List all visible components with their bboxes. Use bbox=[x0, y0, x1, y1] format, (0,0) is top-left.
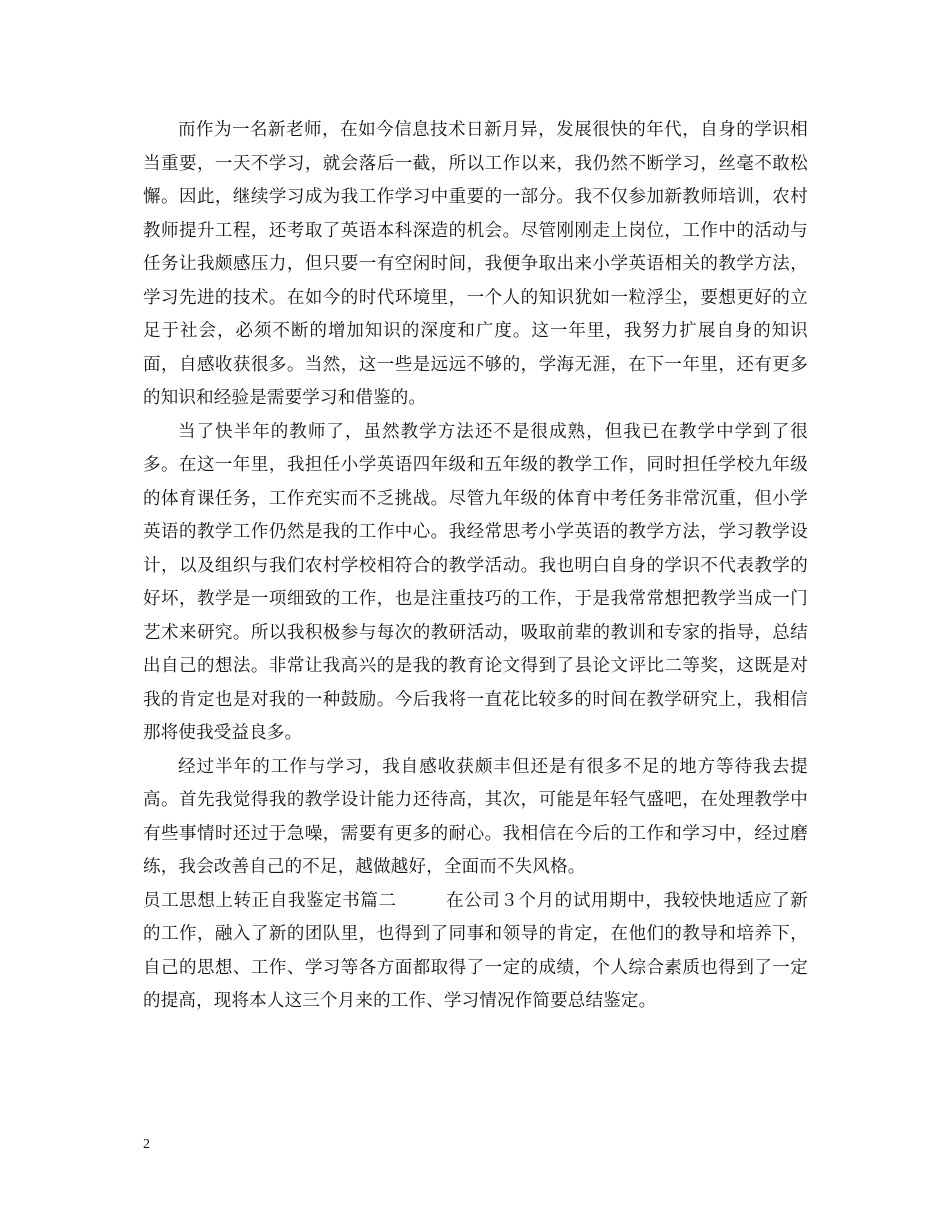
paragraph-self-reflection: 经过半年的工作与学习，我自感收获颇丰但还是有很多不足的地方等待我去提高。首先我觉得我的教学设计能力还待高，其次，可能是年轻气盛吧，在处理教学中有些事情时还过于急噪，需要有更多的耐心。我相信在今后的工作和学习中，经过磨练，我会改善自己的不足，越做越好，全面而不失风格。 bbox=[143, 756, 808, 877]
section-heading: 员工思想上转正自我鉴定书篇二 bbox=[143, 890, 397, 911]
paragraph-continuing-study: 而作为一名新老师，在如今信息技术日新月异，发展很快的年代，自身的学识相当重要，一天不学习，就会落后一截，所以工作以来，我仍然不断学习，丝毫不敢松懈。因此，继续学习成为我工作学习中重要的一部分。我不仅参加新教师培训，农村教师提升工程，还考取了英语本科深造的机会。尽管刚刚走上岗位，工作中的活动与任务让我颇感压力，但只要一有空闲时间，我便争取出来小学英语相关的教学方法，学习先进的技术。在如今的时代环境里，一个人的知识犹如一粒浮尘，要想更好的立足于社会，必须不断的增加知识的深度和广度。这一年里，我努力扩展自身的知识面，自感收获很多。当然，这一些是远远不够的，学海无涯，在下一年里，还有更多的知识和经验是需要学习和借鉴的。 bbox=[143, 120, 808, 408]
document-body bbox=[143, 114, 808, 1019]
section-heading-spacer bbox=[397, 891, 446, 911]
section-two-paragraph bbox=[143, 885, 808, 1019]
section-intro-text: 在公司３个月的试用期中，我较快地适应了新的工作，融入了新的团队里，也得到了同事和领导的肯定，在他们的教导和培养下，自己的思想、工作、学习等各方面都取得了一定的成绩，个人综合素质也得到了一定的提高，现将本人这三个月来的工作、学习情况作简要总结鉴定。 bbox=[143, 890, 808, 1011]
paragraph-teaching-experience: 当了快半年的教师了，虽然教学方法还不是很成熟，但我已在教学中学到了很多。在这一年里，我担任小学英语四年级和五年级的教学工作，同时担任学校九年级的体育课任务，工作充实而不乏挑战。尽管九年级的体育中考任务非常沉重，但小学英语的教学工作仍然是我的工作中心。我经常思考小学英语的教学方法，学习教学设计，以及组织与我们农村学校相符合的教学活动。我也明白自身的学识不代表教学的好坏，教学是一项细致的工作，也是注重技巧的工作，于是我常常想把教学当成一门艺术来研究。所以我积极参与每次的教研活动，吸取前辈的教训和专家的指导，总结出自己的想法。非常让我高兴的是我的教育论文得到了县论文评比二等奖，这既是对我的肯定也是对我的一种鼓励。今后我将一直花比较多的时间在教学研究上，我相信那将使我受益良多。 bbox=[143, 421, 808, 743]
page-number: 2 bbox=[143, 1137, 150, 1152]
